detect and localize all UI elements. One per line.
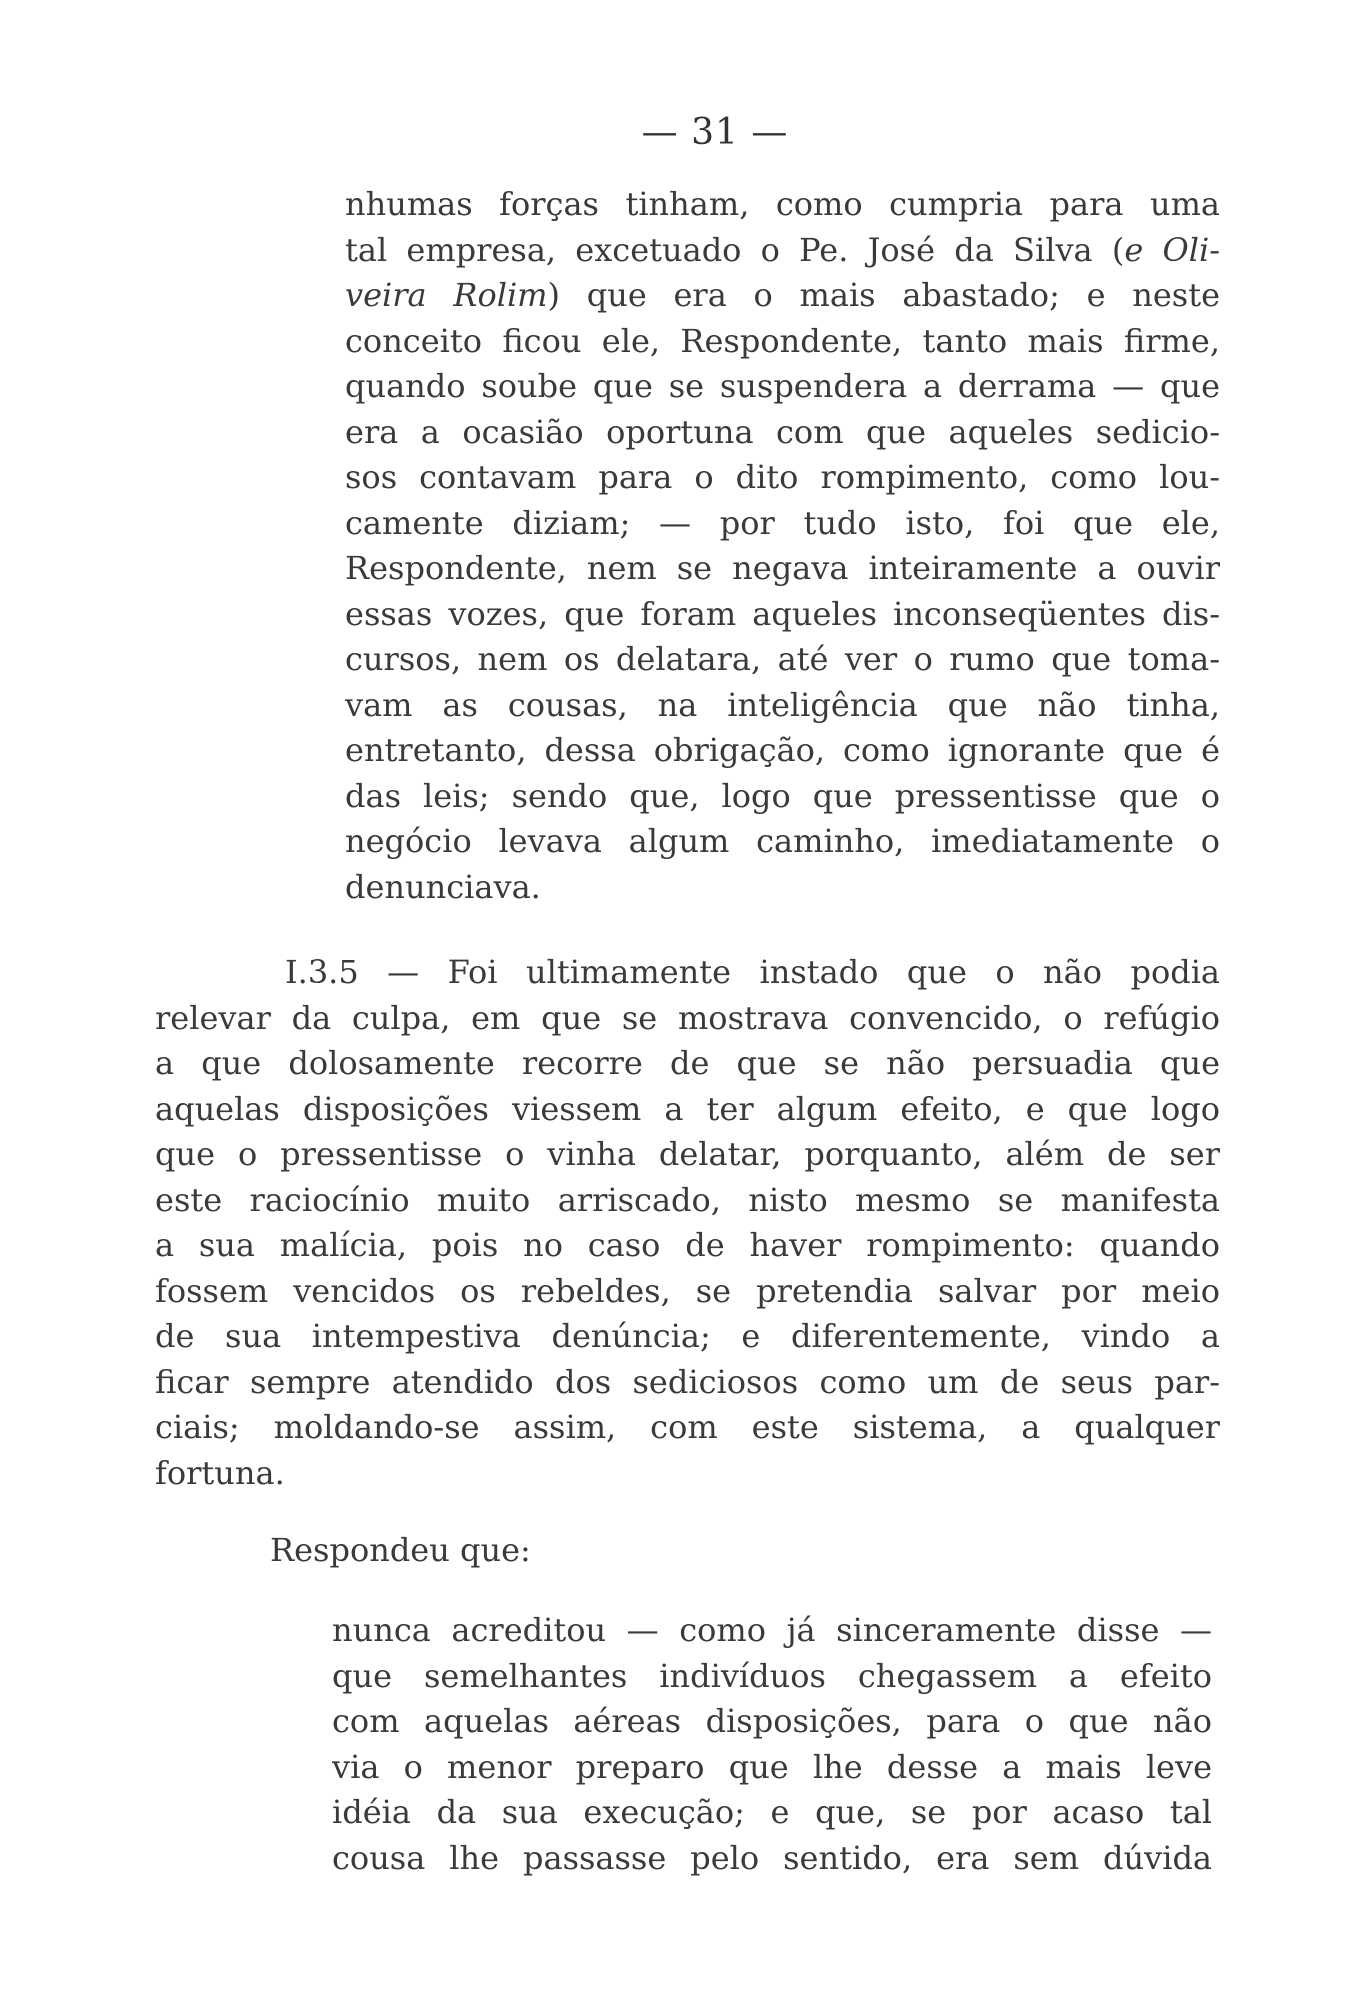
- paragraph-continuation: [345, 182, 1220, 910]
- text-line: conceito ficou ele, Respondente, tanto mais firme,: [345, 321, 1220, 360]
- text-line: camente diziam; — por tudo isto, foi que ele,: [345, 503, 1220, 542]
- page-number: — 31 —: [641, 112, 789, 153]
- answer-intro: Respondeu que:: [270, 1531, 531, 1569]
- text-line: era a ocasião oportuna com que aqueles sedicio-: [345, 412, 1220, 451]
- text-line: denunciava.: [345, 867, 541, 906]
- text-line: cousa lhe passasse pelo sentido, era sem dúvida: [332, 1838, 1212, 1877]
- text-line: a que dolosamente recorre de que se não persuadia que: [155, 1044, 1220, 1082]
- text-line: relevar da culpa, em que se mostrava convencido, o refúgio: [155, 998, 1220, 1037]
- text-line: fortuna.: [155, 1453, 285, 1492]
- text-line: idéia da sua execução; e que, se por acaso tal: [332, 1793, 1212, 1831]
- text-line: cursos, nem os delatara, até ver o rumo que toma-: [345, 640, 1220, 678]
- text-line: aquelas disposições viessem a ter algum efeito, e que logo: [155, 1089, 1220, 1128]
- text-line: negócio levava algum caminho, imediatamente o: [345, 822, 1220, 860]
- text-line: nunca acreditou — como já sinceramente disse —: [332, 1611, 1212, 1649]
- text-line: fossem vencidos os rebeldes, se pretendia salvar por meio: [155, 1271, 1220, 1310]
- text-line: essas vozes, que foram aqueles inconseqüentes dis-: [345, 594, 1220, 633]
- text-line: sos contavam para o dito rompimento, como lou-: [345, 458, 1220, 496]
- text-line-italic: e Oli-: [1124, 230, 1220, 269]
- text-line: que semelhantes indivíduos chegassem a efeito: [332, 1656, 1212, 1695]
- text-line: ciais; moldando-se assim, com este sistema, a qualquer: [155, 1408, 1220, 1446]
- text-line: este raciocínio muito arriscado, nisto mesmo se manifesta: [155, 1180, 1220, 1219]
- text-line-roman: tal empresa, excetuado o Pe. José da Silva (: [345, 230, 1125, 269]
- text-line: quando soube que se suspendera a derrama — que: [345, 367, 1220, 405]
- text-line: das leis; sendo que, logo que pressentisse que o: [345, 776, 1220, 815]
- text-line: entretanto, dessa obrigação, como ignorante que é: [345, 731, 1220, 769]
- text-line: Respondente, nem se negava inteiramente a ouvir: [345, 549, 1220, 587]
- text-line: [345, 228, 1220, 274]
- text-line-roman: ) que era o mais abastado; e neste: [547, 276, 1220, 314]
- text-line: ficar sempre atendido dos sediciosos como um de seus par-: [155, 1362, 1220, 1401]
- text-line: de sua intempestiva denúncia; e diferentemente, vindo a: [155, 1317, 1220, 1355]
- text-line-italic: veira Rolim: [345, 276, 548, 314]
- text-line: [345, 273, 1220, 319]
- text-line: nhumas forças tinham, como cumpria para uma: [345, 185, 1220, 223]
- text-line: via o menor preparo que lhe desse a mais leve: [332, 1747, 1212, 1786]
- text-line: que o pressentisse o vinha delatar, porquanto, além de ser: [155, 1135, 1220, 1173]
- paragraph-question: [155, 950, 1220, 1496]
- text-line: com aquelas aéreas disposições, para o que não: [332, 1702, 1212, 1740]
- text-line: I.3.5 — Foi ultimamente instado que o não podia: [285, 953, 1220, 991]
- answer-block: [332, 1608, 1212, 1881]
- text-line: vam as cousas, na inteligência que não tinha,: [345, 685, 1220, 724]
- text-line: a sua malícia, pois no caso de haver rompimento: quando: [155, 1226, 1220, 1264]
